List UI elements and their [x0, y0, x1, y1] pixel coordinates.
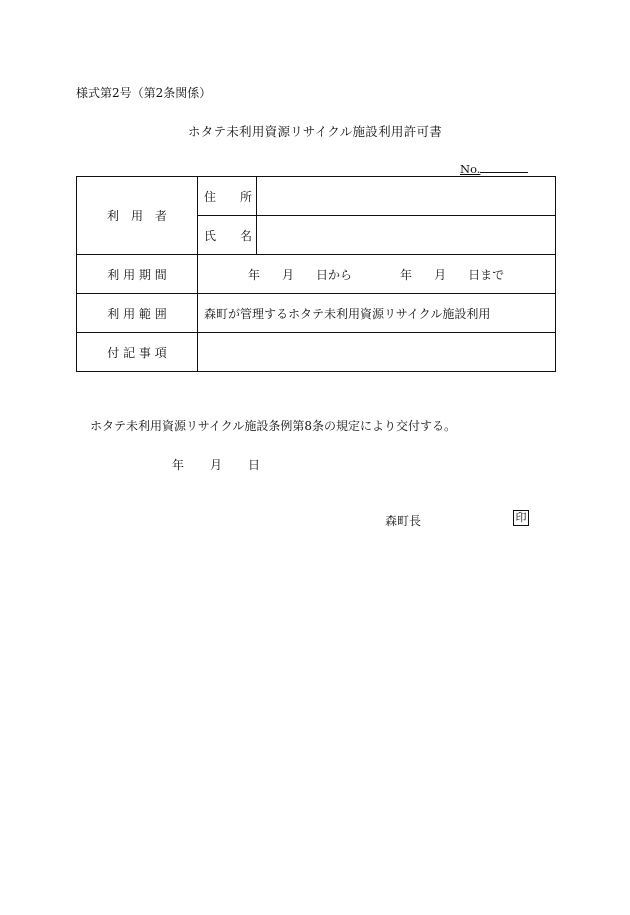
period-field[interactable]: [198, 255, 556, 294]
period-year-from: 年: [248, 267, 261, 282]
scope-header-text: 利 用 範 囲: [107, 306, 167, 321]
period-year-to: 年: [400, 267, 413, 282]
issue-date: [172, 456, 286, 473]
permit-table: [76, 176, 556, 372]
notes-header: [77, 333, 198, 372]
form-number-label: 様式第2号（第2条関係）: [76, 86, 212, 100]
period-header-text: 利 用 期 間: [107, 267, 167, 282]
issue-date-month: 月: [210, 458, 223, 472]
issue-statement: ホタテ未利用資源リサイクル施設条例第8条の規定により交付する。: [90, 419, 456, 433]
notes-field[interactable]: [198, 333, 556, 372]
table-row: [77, 333, 556, 372]
period-day-from: 日から: [316, 267, 353, 282]
name-field[interactable]: [257, 216, 556, 255]
document-title: ホタテ未利用資源リサイクル施設利用許可書: [187, 124, 443, 139]
issue-date-day: 日: [248, 458, 261, 472]
notes-header-text: 付 記 事 項: [107, 345, 167, 360]
scope-header: [77, 294, 198, 333]
table-row: [77, 255, 556, 294]
period-header: [77, 255, 198, 294]
table-row: [77, 294, 556, 333]
period-month-from: 月: [282, 267, 295, 282]
period-day-to: 日まで: [468, 267, 505, 282]
permit-number-blank[interactable]: [480, 161, 528, 173]
permit-number: [460, 161, 528, 176]
permit-number-label: No.: [460, 162, 481, 176]
name-label: 氏 名: [198, 216, 257, 255]
issue-date-year: 年: [172, 458, 185, 472]
table-row: [77, 177, 556, 216]
user-header: 利 用 者: [77, 177, 198, 255]
address-label: 住 所: [198, 177, 257, 216]
period-month-to: 月: [434, 267, 447, 282]
scope-value: 森町が管理するホタテ未利用資源リサイクル施設利用: [198, 294, 556, 333]
address-field[interactable]: [257, 177, 556, 216]
signer-title: 森町長: [385, 514, 422, 528]
seal-mark: 印: [513, 510, 529, 526]
